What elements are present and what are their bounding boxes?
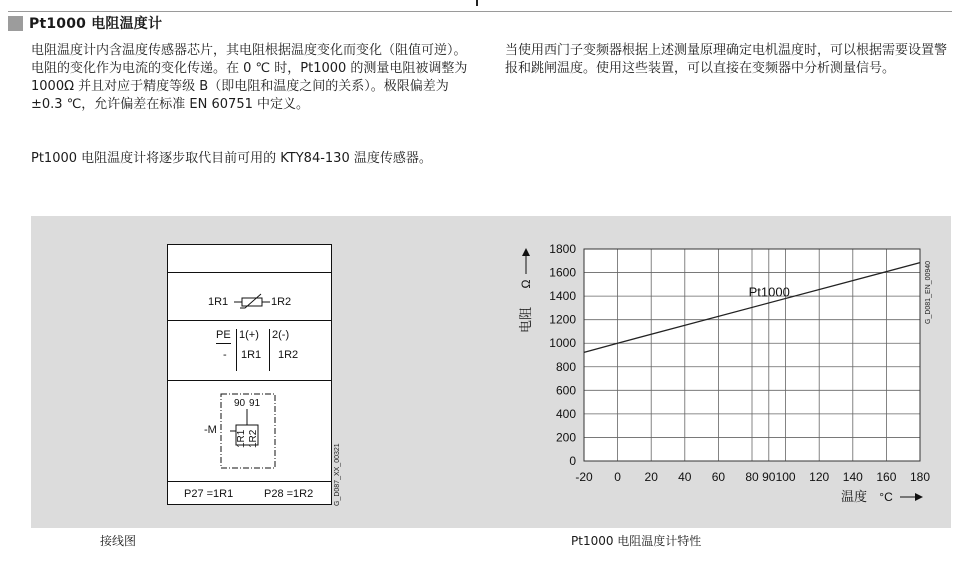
param-p28: P28 =1R2 (264, 488, 314, 500)
row-label-1r1: 1R1 (241, 349, 262, 361)
y-tick-label: 200 (555, 430, 576, 445)
section-header (8, 14, 162, 32)
series-label-pt1000: Pt1000 (748, 284, 790, 300)
pin-91: 91 (249, 398, 261, 409)
x-tick-label: 90 (762, 470, 776, 484)
terminal-plus: 1(+) (239, 329, 259, 341)
x-axis-arrowhead (915, 493, 923, 501)
x-axis-title: 温度 (840, 490, 868, 505)
y-tick-label: 1400 (549, 289, 576, 304)
pe-label: PE (216, 329, 231, 341)
section-title: Pt1000 电阻温度计 (29, 16, 163, 32)
box-label-1r1: 1R1 (236, 429, 247, 448)
pin-90: 90 (234, 398, 246, 409)
y-tick-label: 1000 (549, 336, 576, 351)
resistor-terminal-1: 1R1 (208, 296, 229, 308)
x-tick-label: 60 (711, 470, 726, 484)
y-axis-arrowhead (522, 248, 530, 256)
y-tick-label: 1200 (549, 312, 576, 327)
x-tick-label: 40 (678, 470, 692, 484)
chart-figure-code: G_D081_EN_00940 (925, 260, 932, 324)
thermistor-icon (234, 293, 272, 309)
pt1000-characteristic-chart (512, 238, 952, 510)
x-tick-label: 20 (644, 470, 658, 484)
row-label-1r2: 1R2 (278, 349, 299, 361)
top-marker (476, 0, 478, 6)
x-tick-label: 180 (909, 470, 931, 484)
x-tick-label: 80 (745, 470, 759, 484)
caption-chart: Pt1000 电阻温度计特性 (571, 534, 702, 548)
paragraph-replacement: Pt1000 电阻温度计将逐步取代目前可用的 KTY84-130 温度传感器。 (31, 151, 432, 166)
pe-dash: - (223, 349, 227, 361)
paragraph-inverter: 当使用西门子变频器根据上述测量原理确定电机温度时，可以根据需要设置警报和跳闸温度。使用这些装置，可以直接在变频器中分析测量信号。 (505, 43, 948, 76)
header-rule (8, 11, 952, 12)
y-tick-label: 600 (555, 383, 576, 398)
y-tick-label: 800 (555, 359, 576, 374)
y-tick-label: 0 (569, 454, 576, 468)
y-axis-title: 电阻 (519, 306, 534, 334)
y-tick-label: 1600 (549, 265, 576, 280)
x-tick-label: 0 (614, 470, 621, 484)
x-tick-label: 140 (842, 470, 863, 484)
caption-wiring: 接线图 (100, 534, 137, 548)
y-tick-label: 400 (555, 406, 576, 421)
y-axis-unit: Ω (519, 279, 533, 289)
wiring-diagram (167, 244, 332, 505)
motor-label: -M (204, 424, 217, 436)
x-tick-label: -20 (575, 470, 593, 484)
param-p27: P27 =1R1 (184, 488, 234, 500)
x-tick-label: 100 (775, 470, 796, 484)
resistor-terminal-2: 1R2 (271, 296, 292, 308)
x-tick-label: 160 (876, 470, 897, 484)
x-axis-unit: °C (879, 490, 893, 504)
wiring-figure-code: G_D087_XX_00321 (334, 443, 341, 506)
y-tick-label: 1800 (549, 242, 576, 256)
box-label-1r2: 1R2 (248, 429, 259, 448)
x-tick-label: 120 (809, 470, 830, 484)
paragraph-description: 电阻温度计内含温度传感器芯片，其电阻根据温度变化而变化（阻值可逆）。电阻的变化作为电流的变化传递。在 0 ℃ 时，Pt1000 的测量电阻被调整为 1000Ω 并且对应于精度等级 B（即电阻和温度之间的关系）。极限偏差为 ±0.3 ℃，允许偏差在标准 EN 60751 中定义。 (31, 43, 468, 112)
terminal-minus: 2(-) (272, 329, 290, 341)
header-square-icon (8, 16, 23, 31)
